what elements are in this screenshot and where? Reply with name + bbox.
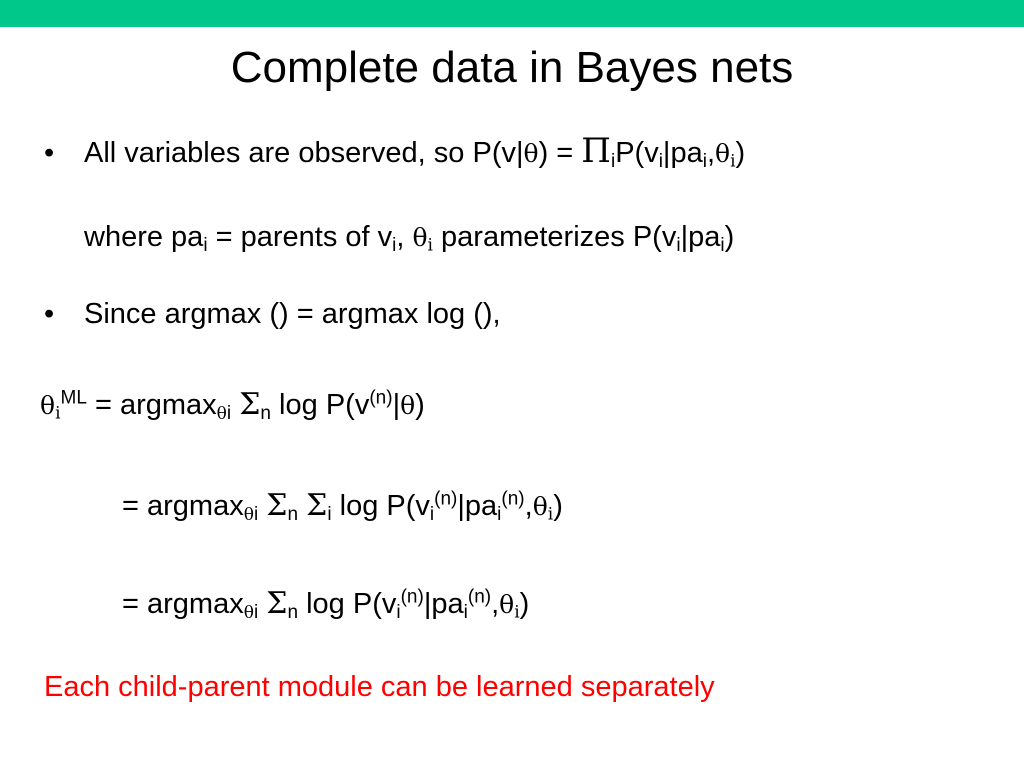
- theta-symbol: θ: [499, 590, 515, 619]
- sample-superscript: (n): [434, 488, 458, 510]
- theta-symbol: θ: [412, 223, 428, 252]
- theta-symbol: θ: [243, 504, 254, 525]
- index-i: i: [463, 601, 468, 623]
- sample-superscript: (n): [400, 586, 424, 608]
- index-i: i: [253, 601, 259, 623]
- theta-symbol: θ: [243, 602, 254, 623]
- bullet1-text: All variables are observed, so P(v|: [84, 137, 524, 169]
- sample-superscript: (n): [467, 586, 492, 608]
- eq1-log: log P(v: [271, 389, 370, 421]
- bullet-marker: •: [44, 137, 55, 169]
- index-i: i: [730, 151, 736, 172]
- index-i: i: [497, 503, 502, 525]
- index-i: i: [392, 234, 397, 256]
- equation-double-sum: [122, 486, 563, 527]
- theta-symbol: θ: [216, 403, 227, 424]
- product-symbol: Π: [581, 131, 611, 171]
- theta-symbol: θ: [400, 391, 416, 420]
- index-n: n: [287, 503, 299, 525]
- sum-symbol: Σ: [306, 488, 328, 523]
- sum-symbol: Σ: [239, 387, 261, 422]
- theta-symbol: θ: [715, 139, 731, 168]
- index-i: i: [429, 503, 435, 525]
- sum-symbol: Σ: [266, 488, 288, 523]
- index-i: i: [676, 234, 681, 256]
- index-n: n: [260, 402, 271, 424]
- ml-superscript: ML: [60, 387, 87, 409]
- bullet-observed-variables: [84, 133, 745, 174]
- where-bar-pa: |pa: [680, 221, 721, 253]
- eq2-close: ): [553, 490, 563, 522]
- equation-single-sum: [122, 584, 529, 625]
- index-i: i: [226, 402, 232, 424]
- sample-superscript: (n): [501, 488, 525, 510]
- conclusion-note: Each child-parent module can be learned separately: [44, 671, 715, 703]
- param-text: parameterizes P(v: [432, 221, 677, 253]
- index-i: i: [396, 601, 401, 623]
- eq2-lead: = argmax: [122, 490, 244, 522]
- eq1-argmax: = argmax: [86, 389, 217, 421]
- where-comma: ,: [396, 221, 413, 253]
- theta-symbol: θ: [40, 391, 56, 420]
- index-i: i: [203, 234, 208, 256]
- bullet1-eq: ) =: [538, 137, 582, 169]
- eq3-log: log P(v: [298, 588, 397, 620]
- bullet-marker: •: [44, 298, 55, 330]
- index-i: i: [702, 150, 707, 172]
- index-i: i: [514, 602, 520, 623]
- index-i: i: [427, 235, 433, 256]
- parents-text: = parents of v: [207, 221, 393, 253]
- theta-symbol: θ: [532, 492, 548, 521]
- eq1-close: ): [415, 389, 425, 421]
- slide-title: Complete data in Bayes nets: [230, 43, 794, 92]
- sample-superscript: (n): [369, 387, 393, 409]
- eq2-bar-pa: |pa: [457, 490, 498, 522]
- index-i: i: [327, 503, 332, 525]
- index-i: i: [658, 150, 663, 172]
- index-i: i: [547, 504, 554, 525]
- sum-symbol: Σ: [266, 586, 288, 621]
- index-i: i: [610, 150, 616, 172]
- index-i: i: [55, 403, 61, 424]
- eq3-comma: ,: [491, 588, 500, 620]
- ml-estimate-equation: [40, 385, 425, 426]
- eq1-bar: |: [392, 389, 401, 421]
- bullet1-pv: P(v: [615, 137, 659, 169]
- eq3-bar-pa: |pa: [423, 588, 464, 620]
- where-close: ): [724, 221, 735, 253]
- theta-symbol: θ: [523, 139, 539, 168]
- eq2-comma: ,: [524, 490, 533, 522]
- bullet1-bar-pa: |pa: [662, 137, 703, 169]
- index-n: n: [287, 601, 299, 623]
- eq3-close: ): [519, 588, 530, 620]
- bullet-argmax-log: Since argmax () = argmax log (),: [84, 298, 501, 330]
- bullet1-comma: ,: [706, 137, 716, 169]
- eq3-lead: = argmax: [122, 588, 244, 620]
- index-i: i: [253, 503, 259, 525]
- top-accent-bar: [0, 0, 1024, 27]
- index-i: i: [720, 234, 725, 256]
- where-text: where pa: [84, 221, 204, 253]
- where-parents-line: [84, 217, 734, 258]
- eq2-log: log P(v: [331, 490, 430, 522]
- bullet1-close: ): [735, 137, 746, 169]
